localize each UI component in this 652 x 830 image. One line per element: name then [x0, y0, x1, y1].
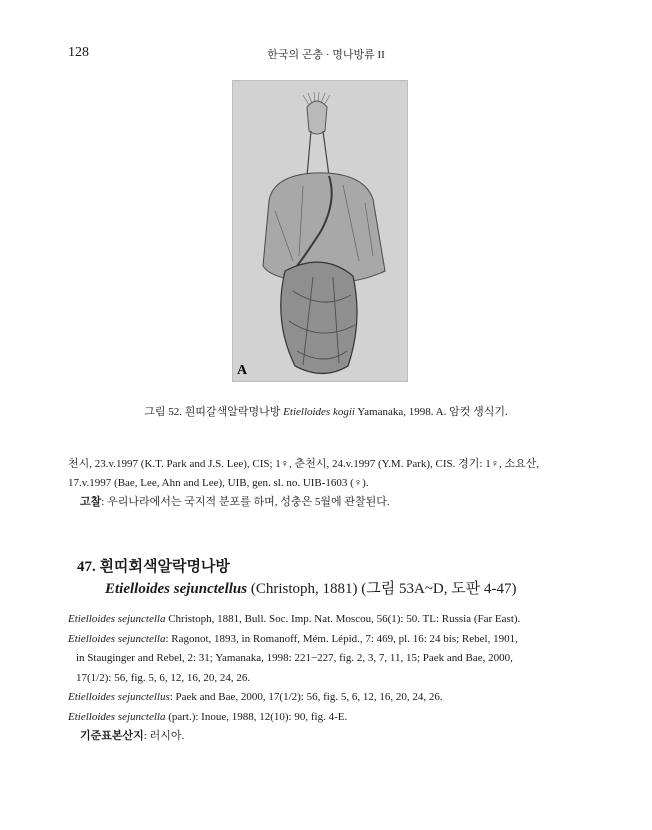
- species-scientific-name: Etielloides sejunctellus: [105, 581, 248, 597]
- type-locality-label: 기준표본산지: [80, 730, 144, 742]
- remarks-paragraph: [68, 493, 600, 512]
- synonymy-continuation: 17(1/2): 56, fig. 5, 6, 12, 16, 20, 24, 26.: [76, 671, 251, 684]
- synonymy-entry: Etielloides sejunctellus: Paek and Bae, 2000, 17(1/2): 56, fig. 5, 6, 12, 16, 20, 24, 26.: [68, 691, 443, 703]
- figure-caption: [0, 403, 652, 419]
- genitalia-photograph: [232, 80, 408, 382]
- caption-species: Etielloides kogii: [283, 406, 355, 418]
- species-heading: [77, 556, 597, 600]
- records-line-2: 17.v.1997 (Bae, Lee, Ahn and Lee), UIB, gen. sl. no. UIB-1603 (♀).: [68, 477, 369, 489]
- material-examined: [68, 455, 588, 493]
- remarks-label: 고찰: [80, 496, 102, 508]
- running-header: 한국의 곤충 · 명나방류 II: [267, 49, 385, 61]
- synonymy-entry: Etielloides sejunctella (part.): Inoue, 1988, 12(10): 90, fig. 4-E.: [68, 710, 348, 723]
- synonymy-continuation: in Stauginger and Rebel, 2: 31; Yamanaka, 1998: 221−227, fig. 2, 3, 7, 11, 15; Paek and Bae, 2000,: [76, 652, 513, 664]
- synonymy-list: [68, 610, 598, 747]
- records-line-1: 천시, 23.v.1997 (K.T. Park and J.S. Lee), CIS; 1♀, 춘천시, 24.v.1997 (Y.M. Park), CIS. 경기: 1♀, 소요산,: [68, 458, 540, 470]
- panel-label: A: [237, 363, 248, 378]
- caption-label: 그림 52. 흰띠갈색알락명나방: [144, 406, 284, 418]
- species-number-korean-name: 47. 흰띠회색알락명나방: [77, 559, 230, 575]
- page-number: 128: [68, 45, 89, 60]
- caption-rest: Yamanaka, 1998. A. 암컷 생식기.: [354, 406, 508, 418]
- synonymy-entry: Etielloides sejunctella Christoph, 1881, Bull. Soc. Imp. Nat. Moscou, 56(1): 50. TL: Russia (Far East).: [68, 613, 521, 625]
- remarks-text: : 우리나라에서는 국지적 분포를 하며, 성충은 5월에 관찰된다.: [101, 496, 390, 508]
- synonymy-entry: Etielloides sejunctella: Ragonot, 1893, in Romanoff, Mém. Lépid., 7: 469, pl. 16: 24 bis; Rebel, 1901,: [68, 632, 518, 645]
- type-locality: [68, 727, 598, 747]
- species-scientific-line: [77, 578, 597, 600]
- species-author-refs: (Christoph, 1881) (그림 53A~D, 도판 4-47): [247, 581, 517, 597]
- type-locality-text: : 러시아.: [143, 730, 185, 742]
